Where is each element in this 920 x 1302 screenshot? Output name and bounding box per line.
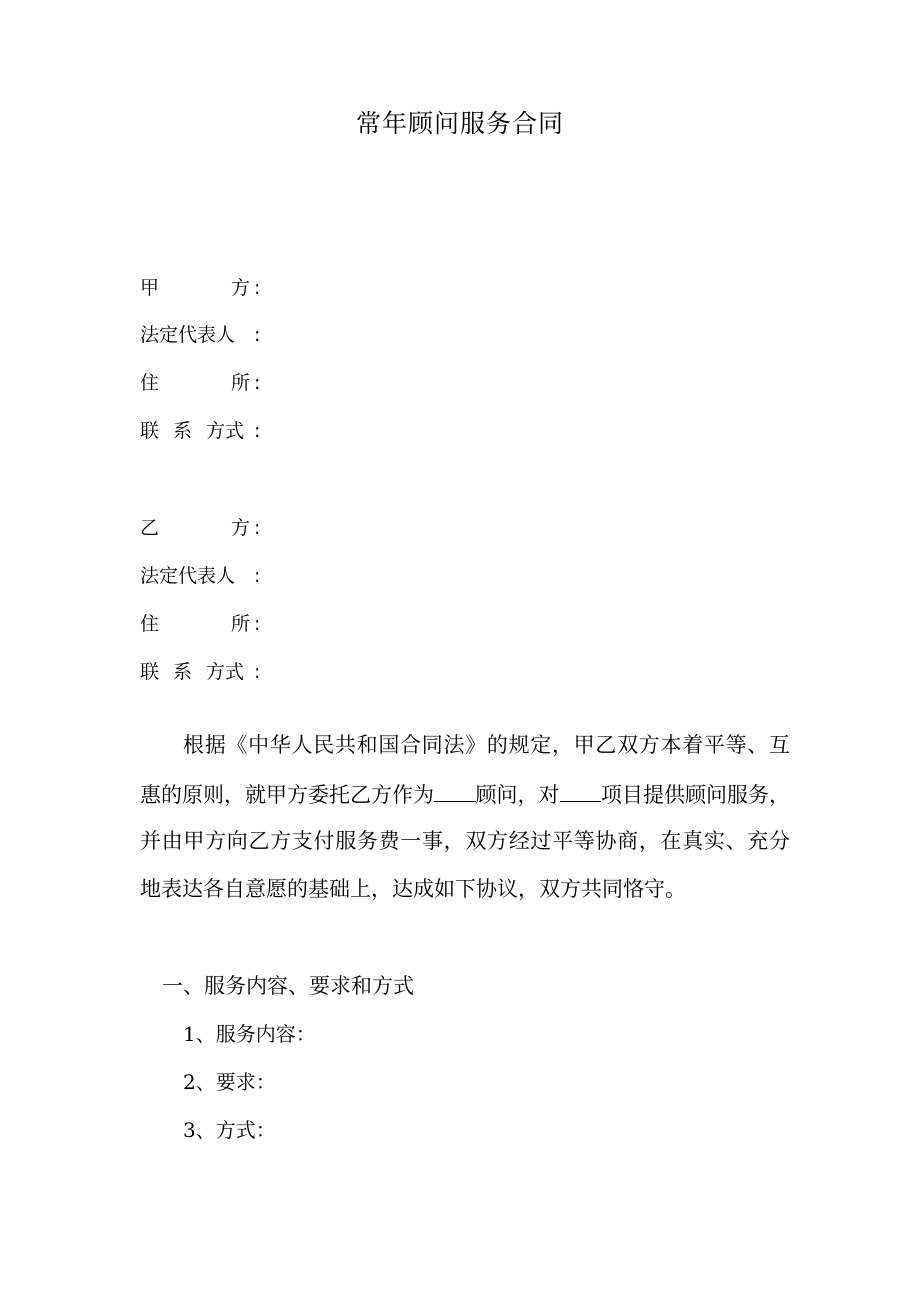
party-a-address-label: 住 所 bbox=[140, 372, 250, 394]
colon: : bbox=[254, 517, 261, 539]
party-a-address-row bbox=[140, 368, 270, 398]
party-a-row bbox=[140, 273, 270, 303]
party-a-contact-label: 联 系 方式 bbox=[140, 420, 245, 442]
party-b-label: 乙 方 bbox=[140, 517, 250, 539]
party-b-row bbox=[140, 513, 270, 543]
preamble-line-2: 惠的原则，就甲方委托乙方作为 顾问，对 项目提供顾问服务， bbox=[140, 773, 790, 813]
project-name-blank[interactable] bbox=[560, 773, 602, 802]
preamble-line-4: 地表达各自意愿的基础上，达成如下协议，双方共同恪守。 bbox=[140, 877, 686, 901]
colon: : bbox=[254, 277, 261, 299]
colon: : bbox=[254, 420, 261, 442]
colon: : bbox=[254, 613, 261, 635]
party-a-label: 甲 方 bbox=[140, 277, 250, 299]
party-b-address-label: 住 所 bbox=[140, 613, 250, 635]
party-b-contact-row bbox=[140, 657, 270, 687]
colon: : bbox=[254, 324, 261, 346]
colon: : bbox=[254, 372, 261, 394]
section-1-item-2: 2、要求： bbox=[183, 1070, 276, 1094]
advisor-type-blank[interactable] bbox=[434, 773, 476, 802]
party-a-contact-row bbox=[140, 416, 270, 446]
colon: : bbox=[254, 565, 261, 587]
preamble-line-3: 并由甲方向乙方支付服务费一事，双方经过平等协商，在真实、充分 bbox=[140, 829, 790, 853]
section-1-item-1: 1、服务内容： bbox=[183, 1022, 316, 1046]
party-b-contact-label: 联 系 方式 bbox=[140, 661, 245, 683]
section-1-item-3: 3、方式： bbox=[183, 1118, 276, 1142]
party-b-rep-row bbox=[140, 561, 270, 591]
colon: : bbox=[254, 661, 261, 683]
party-b-rep-label: 法定代表人 bbox=[140, 565, 236, 587]
party-a-rep-row bbox=[140, 320, 270, 350]
party-a-rep-label: 法定代表人 bbox=[140, 324, 236, 346]
section-1-heading: 一、服务内容、要求和方式 bbox=[162, 974, 414, 998]
preamble-line-1: 根据《中华人民共和国合同法》的规定，甲乙双方本着平等、互 bbox=[183, 733, 790, 757]
party-b-address-row bbox=[140, 609, 270, 639]
document-title: 常年顾问服务合同 bbox=[355, 109, 564, 138]
